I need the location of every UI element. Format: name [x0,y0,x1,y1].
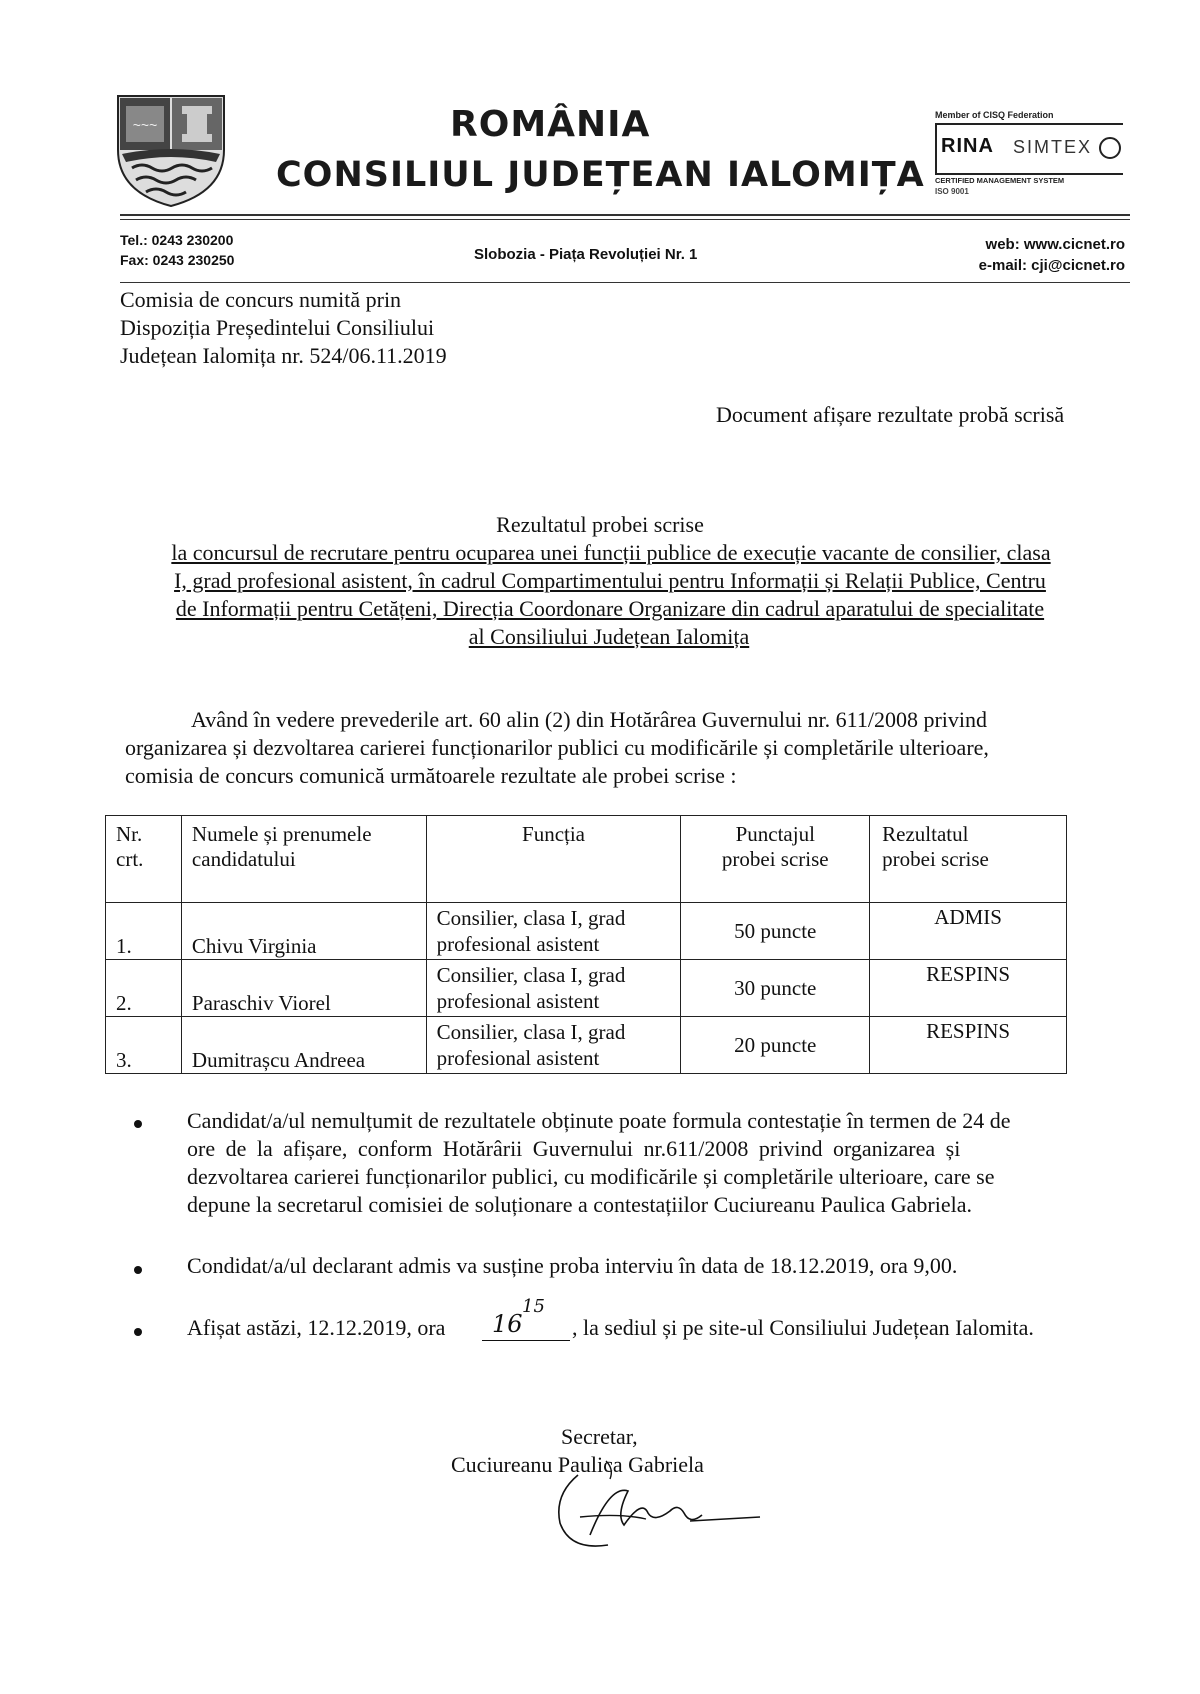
row-nr [106,960,182,1017]
commission-line-3: Județean Ialomița nr. 524/06.11.2019 [120,343,447,368]
row-result-value: RESPINS [926,962,1011,986]
row-score-value: 20 puncte [734,1032,817,1057]
row-function-line-2: profesional asistent [436,932,600,956]
row-score-value: 50 puncte [734,918,817,943]
row-result [870,903,1067,960]
handwritten-time [482,1296,570,1341]
header-divider [120,214,1130,216]
table-row [106,1017,1067,1074]
header-result [870,816,1067,903]
row-nr-value: 3. [116,1048,132,1072]
coat-of-arms-logo [112,92,230,210]
table-row [106,960,1067,1017]
header-function [426,816,681,903]
commission-line-1: Comisia de concurs numită prin [120,287,402,312]
intro-line-2: organizarea și dezvoltarea carierei funcționarilor publici cu modificările și completările ulterioare, [125,735,989,760]
certification-logo [935,110,1133,202]
row-nr-value: 1. [116,934,132,958]
contest-line-2: I, grad profesional asistent, în cadrul Compartimentului pentru Informații și Relații Publice, Centru [174,568,1046,593]
cert-rina-text: RINA [941,135,994,157]
cert-member-text: Member of CISQ Federation [935,110,1054,120]
row-name [181,903,426,960]
note-1-line-2: ore de la afișare, conform Hotărârii Guvernului nr.611/2008 privind organizarea și [187,1136,961,1161]
cert-system-text: CERTIFIED MANAGEMENT SYSTEM [935,176,1065,185]
bullet-icon [134,1266,142,1274]
header-divider-thin [120,219,1130,220]
note-1-line-1: Candidat/a/ul nemulțumit de rezultatele obținute poate formula contestație în termen de 24 de [187,1108,1011,1133]
contest-line-3: de Informații pentru Cetățeni, Direcția Coordonare Organizare din cadrul aparatului de specialitate [175,596,1045,621]
address-text: Slobozia - Piața Revoluției Nr. 1 [474,246,698,263]
row-result-value: ADMIS [934,905,1002,929]
header-nr-line-2: crt. [116,847,144,871]
row-name-value: Paraschiv Viorel [191,991,331,1015]
row-score-value: 30 puncte [734,975,817,1000]
note-2: Condidat/a/ul declarant admis va susține proba interviu în data de 18.12.2019, ora 9,00. [187,1253,958,1278]
row-score [681,1017,870,1074]
row-function [426,903,681,960]
institution-title: CONSILIUL JUDEȚEAN IALOMIȚA [276,155,925,195]
intro-line-1: Având în vedere prevederile art. 60 alin (2) din Hotărârea Guvernului nr. 611/2008 privind [191,707,988,732]
row-function-line-2: profesional asistent [436,989,600,1013]
header-name-line-2: candidatului [191,847,296,871]
bullet-icon [134,1120,142,1128]
handwritten-time-hour: 16 [492,1310,523,1338]
header-nr [106,816,182,903]
cert-emblem-icon [1099,137,1121,159]
results-table [105,815,1067,1074]
web-text: web: www.cicnet.ro [985,236,1125,253]
contest-line-4: al Consiliului Județean Ialomița [468,624,750,649]
row-function-line-1: Consilier, clasa I, grad [436,963,626,987]
note-1-line-4: depune la secretarul comisiei de soluționare a contestațiilor Cuciureanu Paulica Gabriela. [187,1192,972,1217]
row-nr [106,903,182,960]
row-result-value: RESPINS [926,1019,1011,1043]
header-score-line-2: probei scrise [721,847,829,871]
signature-name: Cuciureanu Paulica Gabriela [451,1452,704,1477]
country-title: ROMÂNIA [450,104,651,145]
cert-iso-text: ISO 9001 [935,187,969,196]
row-result [870,960,1067,1017]
row-function-line-2: profesional asistent [436,1046,600,1070]
row-function [426,1017,681,1074]
note-1-line-3: dezvoltarea carierei funcționarilor publici, cu modificările și completările ulterioare, care se [187,1164,995,1189]
row-name-value: Dumitrașcu Andreea [191,1048,366,1072]
row-function [426,960,681,1017]
header-function-label: Funcția [522,822,586,846]
svg-text:~~~: ~~~ [132,117,158,133]
row-name [181,960,426,1017]
email-text: e-mail: cji@cicnet.ro [978,257,1125,274]
header-result-line-1: Rezultatul [882,822,969,846]
handwritten-signature [550,1455,770,1555]
row-score [681,903,870,960]
row-result [870,1017,1067,1074]
header-name-line-1: Numele și prenumele [191,822,372,846]
bullet-icon [134,1328,142,1336]
header-bottom-line [120,282,1130,283]
row-name-value: Chivu Virginia [191,934,317,958]
table-header-row [106,816,1067,903]
note-3-prefix: Afișat astăzi, 12.12.2019, ora [187,1315,446,1340]
header-score [681,816,870,903]
fax-text: Fax: 0243 230250 [120,252,235,268]
row-nr-value: 2. [116,991,132,1015]
intro-line-3: comisia de concurs comunică următoarele rezultate ale probei scrise : [125,763,737,788]
handwritten-time-minutes: 15 [522,1296,545,1317]
signature-role: Secretar, [561,1424,638,1449]
row-nr [106,1017,182,1074]
header-score-line-1: Punctajul [735,822,815,846]
row-function-line-1: Consilier, clasa I, grad [436,906,626,930]
table-row [106,903,1067,960]
row-function-line-1: Consilier, clasa I, grad [436,1020,626,1044]
row-score [681,960,870,1017]
note-3-suffix: , la sediul și pe site-ul Consiliului Județean Ialomita. [572,1315,1034,1340]
header-result-line-2: probei scrise [882,847,989,871]
header-name [181,816,426,903]
commission-line-2: Dispoziția Președintelui Consiliului [120,315,435,340]
cert-simtex-text: SIMTEX [1013,137,1093,157]
row-name [181,1017,426,1074]
results-title: Rezultatul probei scrise [496,512,704,537]
contest-line-1: la concursul de recrutare pentru ocuparea unei funcții publice de execuție vacante de consilier, clasa [171,540,1051,565]
tel-text: Tel.: 0243 230200 [120,232,234,248]
header-nr-line-1: Nr. [116,822,143,846]
document-type: Document afișare rezultate probă scrisă [716,402,1065,427]
